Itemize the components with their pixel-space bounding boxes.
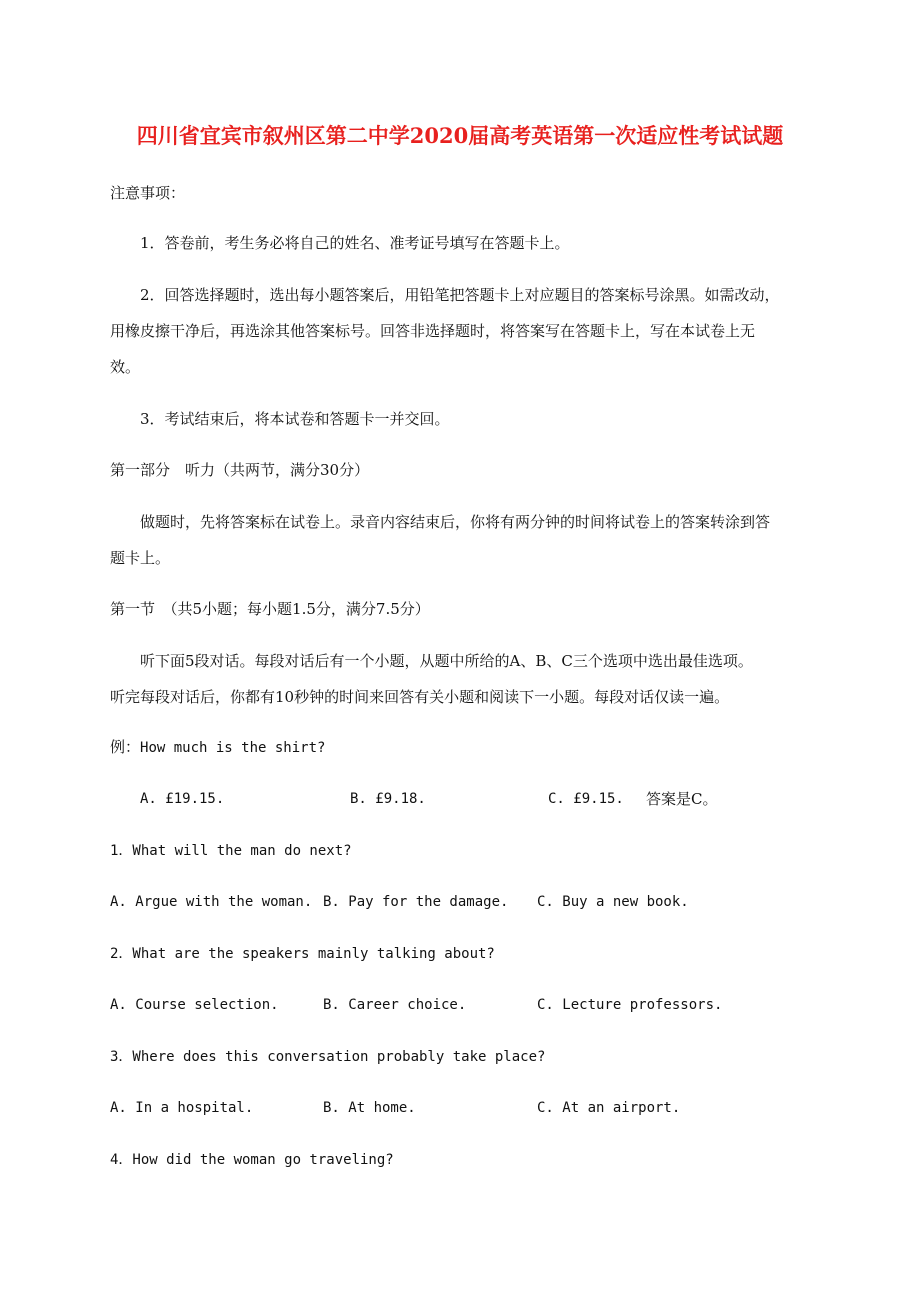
part1-intro-line-1: 做题时，先将答案标在试卷上。录音内容结束后，你将有两分钟的时间将试卷上的答案转涂到答: [140, 513, 771, 531]
question-3-option-b: B. At home.: [323, 1100, 416, 1116]
question-3-option-c: C. At an airport.: [537, 1100, 681, 1116]
question-2-option-a: A. Course selection.: [110, 997, 279, 1013]
notice-item-2-line-1: 2．回答选择题时，选出每小题答案后，用铅笔把答题卡上对应题目的答案标号涂黑。如需改动，: [140, 286, 780, 304]
notice-item-1: 1．答卷前，考生务必将自己的姓名、准考证号填写在答题卡上。: [140, 234, 570, 252]
question-4-text: 4．How did the woman go traveling?: [110, 1152, 394, 1168]
section1-heading: 第一节 （共5小题；每小题1.5分，满分7.5分）: [110, 600, 430, 618]
example-option-c: C. £9.15.: [548, 791, 624, 807]
notice-item-2-line-2: 用橡皮擦干净后，再选涂其他答案标号。回答非选择题时，将答案写在答题卡上，写在本试卷上无: [110, 322, 756, 340]
question-1-option-c: C. Buy a new book.: [537, 894, 689, 910]
question-3-text: 3．Where does this conversation probably take place?: [110, 1049, 546, 1065]
example-option-b: B. £9.18.: [350, 791, 426, 807]
question-2-option-c: C. Lecture professors.: [537, 997, 723, 1013]
part1-intro-line-2: 题卡上。: [110, 549, 171, 567]
notice-item-3: 3．考试结束后，将本试卷和答题卡一并交回。: [140, 410, 450, 428]
example-answer: 答案是C。: [646, 790, 718, 808]
question-1-option-b: B. Pay for the damage.: [323, 894, 509, 910]
example-question-text: How much is the shirt?: [140, 740, 326, 756]
section1-intro-line-1: 听下面5段对话。每段对话后有一个小题，从题中所给的A、B、C三个选项中选出最佳选项。: [140, 652, 753, 670]
question-2-text: 2．What are the speakers mainly talking about?: [110, 946, 495, 962]
example-prefix: 例：: [110, 738, 141, 756]
section1-intro-line-2: 听完每段对话后，你都有10秒钟的时间来回答有关小题和阅读下一小题。每段对话仅读一遍。: [110, 688, 730, 706]
question-2-option-b: B. Career choice.: [323, 997, 467, 1013]
question-1-option-a: A. Argue with the woman.: [110, 894, 313, 910]
notice-heading: 注意事项：: [110, 184, 186, 202]
notice-item-2-line-3: 效。: [110, 358, 141, 376]
exam-title: 四川省宜宾市叙州区第二中学2020届高考英语第一次适应性考试试题: [136, 123, 784, 148]
example-question: [110, 737, 325, 758]
example-option-a: A. £19.15.: [140, 791, 225, 807]
question-3-option-a: A. In a hospital.: [110, 1100, 254, 1116]
part1-heading: 第一部分 听力（共两节，满分30分）: [110, 461, 370, 479]
question-1-text: 1．What will the man do next?: [110, 843, 352, 859]
